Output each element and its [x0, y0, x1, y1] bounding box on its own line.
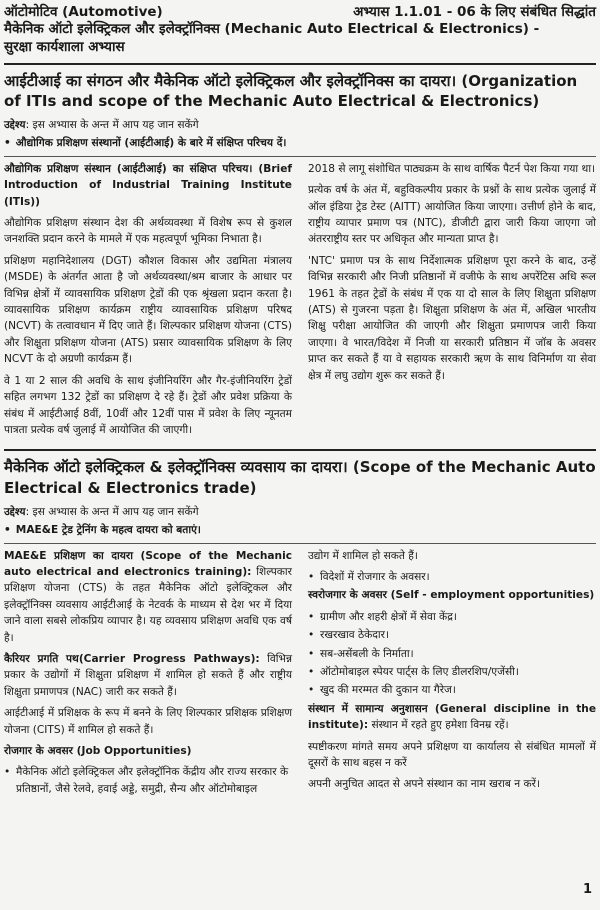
- list-item: • सब-असेंबली के निर्माता।: [308, 646, 596, 662]
- list-item: • मैकेनिक ऑटो इलेक्ट्रिकल और इलेक्ट्रॉनिक केंद्रीय और राज्य सरकार के प्रतिष्ठानों, जैसे रेलवे, हवाई अड्डे, समुद्री, सैन्य और ऑटोमोबाइल: [4, 764, 292, 797]
- self-employment-list: [308, 609, 596, 699]
- list-continuation: उद्योग में शामिल हो सकते हैं।: [308, 549, 418, 562]
- discipline-text: संस्थान में रहते हुए हमेशा विनम्र रहें।: [368, 719, 509, 732]
- header-divider: [4, 63, 596, 65]
- career-text: विभिन्न प्रकार के उद्योगों में शिक्षुता प्रशिक्षण में शामिल हो सकते हैं और राष्ट्रीय शिक्षुता प्रमाणपत्र (NAC) जारी कर सकते हैं।: [4, 652, 293, 698]
- objective: [4, 117, 596, 133]
- discipline-heading: संस्थान में सामान्य अनुशासन (General discipline in the institute):: [308, 702, 596, 732]
- paragraph: प्रत्येक वर्ष के अंत में, बहुविकल्पीय प्रकार के प्रश्नों के साथ प्रत्येक जुलाई में ऑल इंडिया ट्रेड टेस्ट (AITT) आयोजित किया जाएगा। उत्तीर्ण होने के बाद, राष्ट्रीय व्यापार प्रमाण पत्र (NTC), डीजीटी द्वारा जारी किया जाएगा जो अंतरराष्ट्रीय स्तर पर अधिकृत और मान्यता प्राप्त है।: [308, 184, 596, 246]
- discipline-paragraph: [308, 701, 596, 734]
- section2-columns: [4, 548, 596, 800]
- list-item: • ऑटोमोबाइल स्पेयर पार्ट्स के लिए डीलरशिप/एजेंसी।: [308, 664, 596, 680]
- scope-text: शिल्पकार प्रशिक्षण योजना (CTS) के तहत मैकेनिक ऑटो इलेक्ट्रिकल और इलेक्ट्रॉनिक्स व्यवसाय आईटीआई के नेटवर्क के माध्यम से देश भर में दिया जाने वाला सबसे लोकप्रिय व्यापार है। यह व्यवसाय प्रशिक्षण अवधि एक वर्ष है।: [4, 565, 293, 644]
- section2-left-column: [4, 548, 292, 800]
- job-list-continued: [308, 569, 596, 585]
- paragraph: वे 1 या 2 साल की अवधि के साथ इंजीनियरिंग और गैर-इंजीनियरिंग ट्रेडों सहित लगभग 132 ट्रेडों का प्रशिक्षण दे रहे हैं। ट्रेडों और प्रवेश प्रक्रिया के संबंध में आईटीआई 8वीं, 10वीं और 12वीं पास में प्रवेश के लिए न्यूनतम पात्रता प्रत्येक वर्ष जुलाई में आयोजित की जाएगी।: [4, 374, 292, 436]
- list-item: • रखरखाव ठेकेदार।: [308, 627, 596, 643]
- section-title-scope: मैकेनिक ऑटो इलेक्ट्रिकल & इलेक्ट्रॉनिक्स व्यवसाय का दायरा। (Scope of the Mechanic Auto Electrical & Electronics trade): [4, 458, 596, 497]
- paragraph: 2018 से लागू संशोधित पाठ्यक्रम के साथ वार्षिक पैटर्न पेश किया गया था।: [308, 162, 596, 175]
- running-header: [4, 4, 596, 20]
- paragraph: 'NTC' प्रमाण पत्र के साथ निर्देशात्मक प्रशिक्षण पूरा करने के बाद, उन्हें विभिन्न सरकारी और निजी प्रतिष्ठानों में वजीफे के साथ अपरेंटिस अधि रूल 1961 के तहत ट्रेडों के संबंध में एक या दो साल के लिए शिक्षुता प्रशिक्षण (ATS) से गुजरना पड़ता है। शिक्षुता प्रशिक्षण के अंत में, अखिल भारतीय शिक्षु परीक्षा आयोजित की जाएगी और शिक्षुता प्रमाणपत्र जारी किया जाएगा। वे भारत/विदेश में निजी या सरकारी प्रतिष्ठान में जॉब के अवसर प्राप्त कर सकते हैं या वे सहायक सरकारी ऋण के साथ विनिर्माण या सेवा क्षेत्र में लघु उद्योग शुरू कर सकते हैं।: [308, 254, 596, 382]
- section1-left-column: [4, 161, 292, 444]
- iti-intro-heading: औद्योगिक प्रशिक्षण संस्थान (आईटीआई) का संक्षिप्त परिचय। (Brief Introduction of Industrial Training Institute (ITIs)): [4, 162, 292, 208]
- job-list: [4, 764, 292, 797]
- paragraph: आईटीआई में प्रशिक्षक के रूप में बनने के लिए शिल्पकार प्रशिक्षक प्रशिक्षण योजना (CITS) में शामिल हो सकते हैं।: [4, 707, 292, 736]
- objective: [4, 504, 596, 520]
- paragraph: औद्योगिक प्रशिक्षण संस्थान देश की अर्थव्यवस्था में विशेष रूप से कुशल जनशक्ति प्रदान करने के मामले में एक महत्वपूर्ण भूमिका निभाता है।: [4, 217, 292, 246]
- scope-heading: MAE&E प्रशिक्षण का दायरा (Scope of the Mechanic auto electrical and electronics training):: [4, 549, 292, 578]
- paragraph: अपनी अनुचित आदत से अपने संस्थान का नाम खराब न करें।: [308, 778, 540, 791]
- section2-right-column: [308, 548, 596, 800]
- header-module-line: सुरक्षा कार्यशाला अभ्यास: [4, 39, 125, 56]
- list-item: • विदेशों में रोजगार के अवसर।: [308, 569, 596, 585]
- objective-divider: [4, 543, 596, 544]
- objective-label: उद्देश्य: [4, 505, 26, 518]
- paragraph: प्रशिक्षण महानिदेशालय (DGT) कौशल विकास और उद्यमिता मंत्रालय (MSDE) के अंतर्गत आता है जो अर्थव्यवस्था/श्रम बाजार के आधार पर विभिन्न क्षेत्रों में व्यावसायिक प्रशिक्षण ट्रेडों की एक श्रृंखला प्रदान करता है। व्यावसायिक प्रशिक्षण कार्यक्रम राष्ट्रीय व्यावसायिक प्रशिक्षण परिषद (NCVT) के तत्वावधान में दिए जाते हैं। शिल्पकार प्रशिक्षण योजना (CTS) और शिक्षुता प्रशिक्षण योजना (ATS) प्रसार व्यावसायिक प्रशिक्षण के लिए NCVT के दो अग्रणी कार्यक्रम हैं।: [4, 254, 292, 366]
- job-opportunities-heading: रोजगार के अवसर (Job Opportunities): [4, 744, 192, 757]
- header-course-line: मैकेनिक ऑटो इलेक्ट्रिकल और इलेक्ट्रॉनिक्स (Mechanic Auto Electrical & Electronics) -: [4, 21, 540, 38]
- objective-text: : इस अभ्यास के अन्त में आप यह जान सकेंगे: [25, 119, 199, 131]
- header-trade: ऑटोमोटिव (Automotive): [4, 4, 163, 20]
- paragraph: स्पष्टीकरण मांगते समय अपने प्रशिक्षण या कार्यालय से संबंधित मामलों में दूसरों के साथ बहस न करें: [308, 740, 596, 769]
- objective-label: उद्देश्य: [4, 119, 26, 131]
- section-title-organization: आईटीआई का संगठन और मैकेनिक ऑटो इलेक्ट्रिकल और इलेक्ट्रॉनिक्स का दायरा। (Organization of ITIs and scope of the Mechanic Auto Electrical & Electronics): [4, 71, 578, 111]
- objective-text: : इस अभ्यास के अन्त में आप यह जान सकेंगे: [25, 505, 199, 518]
- self-employment-heading: स्वरोजगार के अवसर (Self - employment opportunities): [308, 589, 595, 602]
- career-paragraph: [4, 651, 292, 700]
- document-page: [4, 4, 596, 906]
- objective-divider: [4, 156, 596, 157]
- career-heading: कैरियर प्रगति पथ(Carrier Progress Pathways):: [4, 652, 260, 665]
- objective-bullet: • औद्योगिक प्रशिक्षण संस्थानों (आईटीआई) के बारे में संक्षिप्त परिचय दें।: [4, 135, 596, 151]
- list-item: • खुद की मरम्मत की दुकान या गैरेज।: [308, 682, 596, 698]
- list-item: • ग्रामीण और शहरी क्षेत्रों में सेवा केंद्र।: [308, 609, 596, 625]
- header-exercise-ref: अभ्यास 1.1.01 - 06 के लिए संबंधित सिद्धांत: [353, 4, 596, 20]
- page-number: 1: [582, 881, 592, 897]
- section-divider: [4, 449, 596, 451]
- objective-bullet: • MAE&E ट्रेड ट्रेनिंग के महत्व दायरा को बताएं।: [4, 522, 596, 538]
- section1-columns: [4, 161, 596, 444]
- section1-right-column: [308, 161, 596, 444]
- header-course-title: [4, 20, 596, 56]
- scope-paragraph: [4, 548, 292, 646]
